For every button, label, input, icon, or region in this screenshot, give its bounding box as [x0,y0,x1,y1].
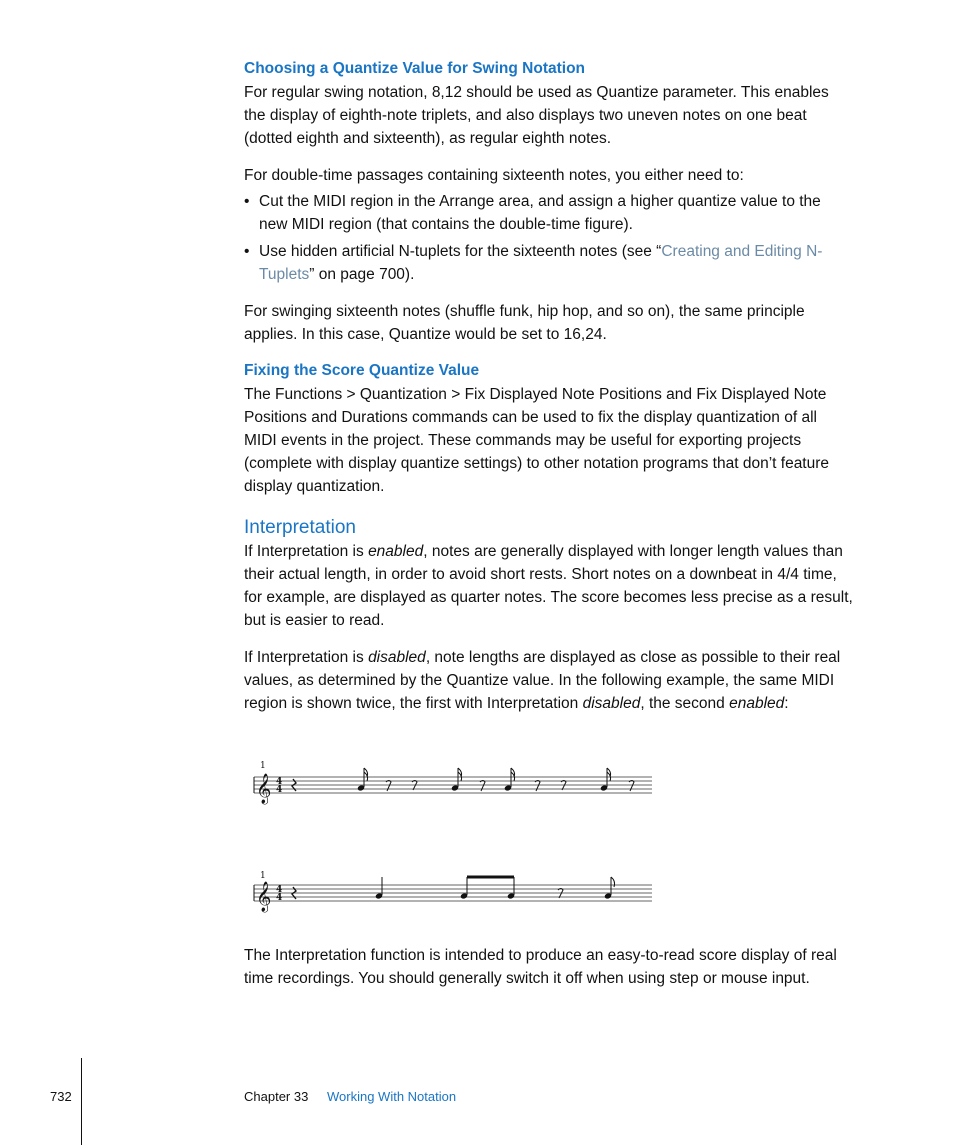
measure-number: 1 [260,871,266,881]
footer-chapter-title-link[interactable]: Working With Notation [327,1089,457,1104]
bullet-icon: • [244,193,250,210]
paragraph-interpretation-disabled [244,646,874,715]
text-line [244,646,874,669]
emphasis-disabled: disabled [368,649,426,666]
treble-clef-icon: 𝄞 [256,774,272,804]
time-signature-bottom: 4 [276,785,283,795]
staff-lines [254,777,652,793]
paragraph-double-time [244,164,874,187]
footer-divider [81,1058,82,1145]
heading-interpretation: Interpretation [244,517,356,538]
text-line: The Interpretation function is intended to produce an easy-to-read score display of real [244,947,837,964]
text-line: For regular swing notation, 8,12 should be used as Quantize parameter. This enables [244,84,829,101]
text-span: , note lengths are displayed as close as possible to their real [425,649,841,666]
paragraph-interpretation-enabled [244,540,874,632]
treble-clef-icon: 𝄞 [256,882,272,912]
text-line: values, as determined by the Quantize value. In the following example, the same MIDI [244,672,835,689]
text-span: , notes are generally displayed with longer length values than [423,543,843,560]
sixteenth-rest-icon [480,781,485,792]
text-line: For swinging sixteenth notes (shuffle funk, hip hop, and so on), the same principle [244,303,805,320]
paragraph-fix-quantize [244,383,874,498]
text-line: (complete with display quantize settings) to other notation programs that don’t feature [244,455,830,472]
text-line: the display of eighth-note triplets, and also displays two uneven notes on one beat [244,107,807,124]
text-line [244,692,874,715]
bullet-item-cut-midi [244,190,874,236]
text-line [259,240,874,263]
emphasis-enabled: enabled [729,695,785,712]
staff-lines [254,885,652,901]
score-example-interpretation-enabled [250,865,654,915]
paragraph-swinging-sixteenth [244,300,874,346]
paragraph-interpretation-function [244,944,874,990]
sixteenth-rest-icon [386,781,391,792]
sixteenth-note-icon [451,768,462,792]
heading-fixing-score-quantize: Fixing the Score Quantize Value [244,362,480,379]
text-span: region is shown twice, the first with Interpretation [244,695,583,712]
bullet-item-ntuplets [244,240,874,286]
paragraph-swing-intro [244,81,874,150]
text-line [259,263,874,286]
sixteenth-rest-icon [535,781,540,792]
text-line: Cut the MIDI region in the Arrange area, and assign a higher quantize value to the [259,193,821,210]
time-signature-top: 4 [276,777,283,787]
text-span: ” on page 700). [309,266,415,283]
link-creating-editing-ntuplets[interactable]: Creating and Editing N- [661,243,823,260]
eighth-note-icon [604,877,615,900]
text-line: new MIDI region (that contains the double-time figure). [259,216,633,233]
text-span: : [784,695,789,712]
bullet-icon: • [244,243,250,260]
text-line: The Functions > Quantization > Fix Displayed Note Positions and Fix Displayed Note [244,386,827,403]
text-line: their actual length, in order to avoid short rests. Short notes on a downbeat in 4/4 time, [244,566,837,583]
page-number: 732 [50,1089,72,1104]
footer-chapter-label: Chapter 33 [244,1089,309,1104]
text-line: Positions and Durations commands can be used to fix the display quantization of all [244,409,817,426]
time-signature-top: 4 [276,885,283,895]
link-creating-editing-ntuplets-cont[interactable]: Tuplets [259,266,310,283]
text-line: but is easier to read. [244,612,385,629]
text-line: for example, are displayed as quarter notes. The score becomes less precise as a result, [244,589,853,606]
quarter-note-icon [375,877,383,900]
text-span: Use hidden artificial N-tuplets for the sixteenth notes (see “ [259,243,662,260]
text-line: (dotted eighth and sixteenth), as regular eighth notes. [244,130,612,147]
text-span: If Interpretation is [244,543,369,560]
time-signature-bottom: 4 [276,893,283,903]
heading-swing-notation: Choosing a Quantize Value for Swing Notation [244,60,586,77]
text-line [244,540,874,563]
text-line: MIDI events in the project. These commands may be useful for exporting projects [244,432,802,449]
beamed-eighth-notes-icon [460,877,515,900]
emphasis-disabled: disabled [582,695,641,712]
text-span: If Interpretation is [244,649,369,666]
score-example-interpretation-disabled [250,755,654,805]
sixteenth-rest-icon [629,781,634,792]
emphasis-enabled: enabled [368,543,424,560]
sixteenth-note-icon [600,768,611,792]
measure-number: 1 [260,761,266,771]
text-line: For double-time passages containing sixteenth notes, you either need to: [244,167,744,184]
text-span: , the second [640,695,730,712]
text-line: display quantization. [244,478,385,495]
sixteenth-note-icon [504,768,515,792]
text-line: applies. In this case, Quantize would be set to 16,24. [244,326,607,343]
text-line: time recordings. You should generally switch it off when using step or mouse input. [244,970,810,987]
sixteenth-note-icon [357,768,368,792]
